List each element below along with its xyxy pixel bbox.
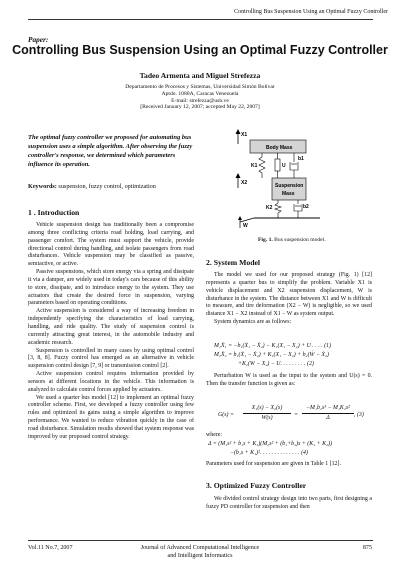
paper-label: Paper: <box>28 35 49 44</box>
figure-caption-label: Fig. 1. <box>258 237 273 243</box>
intro-paragraph: Active suspension is considered a way of increasing freedom in independently specifying the characteristics of load carrying, handling, and ride quality. The study of suspension control is currently attracting great interest, in the automobile industry and academic research. <box>28 308 194 346</box>
w-arrowhead <box>238 216 242 220</box>
affiliation-email: E-mail: strefezza@usb.ve <box>171 97 229 104</box>
section-3-heading: 3. Optimized Fuzzy Controller <box>206 481 307 490</box>
label-u: U <box>282 163 286 169</box>
intro-paragraph: Passive suspensions, which store energy via a spring and dissipate it via a damper, are widely used in today's cars because of this ability to store, dissipate, and to introduce energy to the system. They use actuators that create the desired force in suspension, varying parameters based on operating conditions. <box>28 269 194 307</box>
label-suspension-mass-2: Mass <box>282 191 295 197</box>
intro-paragraph: Suspension is controlled in many cases by using optimal control [3, 8, 8]. Fuzzy control has emerged as an alternative in vehicle suspension control design [7, 9] or transmission control [2]. <box>28 347 194 370</box>
eq3-lhs: G(s) = <box>218 412 234 418</box>
abstract: The optimal fuzzy controller we proposed for automating bus suspension uses a simple algorithm. After observing the fuzzy controller's response, we determined which parameters influence its operation. <box>28 134 193 168</box>
label-body-mass: Body Mass <box>266 145 293 151</box>
footer-journal-line-2: and Intelligent Informatics <box>167 552 233 559</box>
affiliation-address: Aptdo. 1080A, Caracas Venezuela <box>161 90 239 97</box>
equation-1: M₁Ẍ₁ = −b₁(Ẋ₁ − Ẋ₂) − K₁(X₁ − X₂) + U . . . . (1) <box>214 343 331 349</box>
footer-journal-line-1: Journal of Advanced Computational Intelligence <box>140 545 260 551</box>
page-number: 875 <box>362 545 372 551</box>
authors: Tadeo Armenta and Miguel Strefezza <box>139 71 261 80</box>
eq3-fraction-bar-1 <box>243 413 291 414</box>
label-k2: K2 <box>266 205 273 211</box>
header-rule <box>28 19 373 20</box>
damper-b2 <box>294 204 302 211</box>
actuator-u <box>275 159 280 171</box>
equation-3 <box>218 405 378 427</box>
parameters-paragraph <box>206 461 372 469</box>
intro-paragraph: We used a quarter bus model [12] to implement an optimal fuzzy controller scheme. First, we developed a fuzzy controller using few rules and optimized its gains using a simple algorithm to improve performance. We wanted to reduce vibration quickly in the case of road disturbance. Simulation results showed that system response was improved by our proposed control strategy. <box>28 394 194 440</box>
equation-4b: −(b₁s + K₁)². . . . . . . . . . . . . . (4) <box>230 450 308 456</box>
figure-caption-text: Bus suspension model. <box>274 237 326 243</box>
eq3-numerator-2: −M₁b₂s³ − M₁K₂s² <box>306 405 350 411</box>
eq3-equals: = <box>294 412 298 418</box>
received-dates: [Received January 12, 2007; accepted May 22, 2007] <box>140 104 260 111</box>
keywords-label: Keywords: <box>28 183 57 190</box>
affiliation <box>0 84 400 111</box>
x1-arrowhead <box>236 129 241 134</box>
eq3-numerator-1: X₁(s) − X₂(s) <box>251 405 283 411</box>
section-2-intro <box>206 272 372 327</box>
bus-suspension-figure <box>232 126 344 232</box>
equation-4a: Δ = (M₁s² + b₁s + K₁)(M₂s² + (b₁+b₂)s + (K₁ + K₂)) <box>208 441 333 447</box>
perturbation-text: Perturbation W is used as the input to the system and U(s) = 0. Then the transfer function is given as: <box>206 373 372 387</box>
label-x1: X1 <box>241 132 248 138</box>
eq3-tag: , (3) <box>354 412 364 418</box>
parameters-text: Parameters used for suspension are given in Table 1 [12]. <box>206 461 341 467</box>
eq3-denominator-2: Δ <box>326 415 330 421</box>
spring-k2 <box>275 200 281 218</box>
section-2-heading: 2. System Model <box>206 258 261 267</box>
label-b1: b1 <box>298 156 304 162</box>
road-incline <box>240 218 254 222</box>
equation-2a: M₂Ẍ₂ = b₁(Ẋ₁ − Ẋ₂) + K₁(X₁ − X₂) + b₂(Ẇ − Ẋ₂) <box>214 352 329 358</box>
intro-paragraph: Active suspension control requires information provided by sensors at different locations in the vehicle. This information is analyzed to calculate control forces applied by actuators. <box>28 371 194 393</box>
spring-k1 <box>259 153 265 178</box>
eq3-denominator-1: W(s) <box>261 415 273 421</box>
equation-2b: +K₂(W − X₂) − U. . . . . . . . . (2) <box>238 361 314 367</box>
perturbation-paragraph <box>206 373 372 389</box>
affiliation-dept: Departamento de Procesos y Sistemas, Universidad Simón Bolívar <box>125 84 275 90</box>
label-b2: b2 <box>303 204 309 210</box>
system-model-paragraph: The model we used for our proposed strategy (Fig. 1) [12] represents a quarter bus to simplify the problem. Variable X1 is vehicle displacement and X2 suspension displacement, W is disturbance in the system. The distance between X1 and W is difficult to measure, and tire deformation (X2 − W) is negligible, so we used distance X1 − X2 instead of X1 − W as system output. <box>206 272 372 318</box>
intro-paragraph: Vehicle suspension design has traditionally been a compromise among three conflicting criteria road holding, load carrying, and passenger comfort. The system must support the vehicle, provide directional control during handling, and isolate passengers from road disturbances. Vehicle suspension may be classified as passive, semiactive, or active. <box>28 222 194 268</box>
label-w: W <box>243 223 248 229</box>
section-3-paragraph: We divided control strategy design into two parts, first designing a fuzzy PD controller for suspension and then <box>206 496 372 510</box>
keywords <box>28 183 198 190</box>
footer-journal <box>130 545 270 560</box>
footer-volume: Vol.11 No.7, 2007 <box>28 545 73 551</box>
figure-caption <box>258 237 326 243</box>
section-1-body <box>28 222 194 524</box>
section-3-body <box>206 496 372 512</box>
label-k1: K1 <box>251 163 258 169</box>
x2-arrowhead <box>236 173 241 178</box>
where-label: where: <box>206 432 223 438</box>
damper-b1 <box>290 162 298 170</box>
footer-rule <box>28 540 373 541</box>
label-suspension-mass: Suspension <box>275 183 304 189</box>
section-1-heading: 1 . Introduction <box>28 208 80 217</box>
keywords-text: suspension, fuzzy control, optimization <box>58 183 156 190</box>
running-header: Controlling Bus Suspension Using an Optimal Fuzzy Controller <box>234 9 388 15</box>
system-dynamics-intro: System dynamics are as follows: <box>214 319 292 326</box>
paper-title: Controlling Bus Suspension Using an Optimal Fuzzy Controller <box>12 43 388 57</box>
label-x2: X2 <box>241 180 248 186</box>
eq3-fraction-bar-2 <box>302 413 354 414</box>
